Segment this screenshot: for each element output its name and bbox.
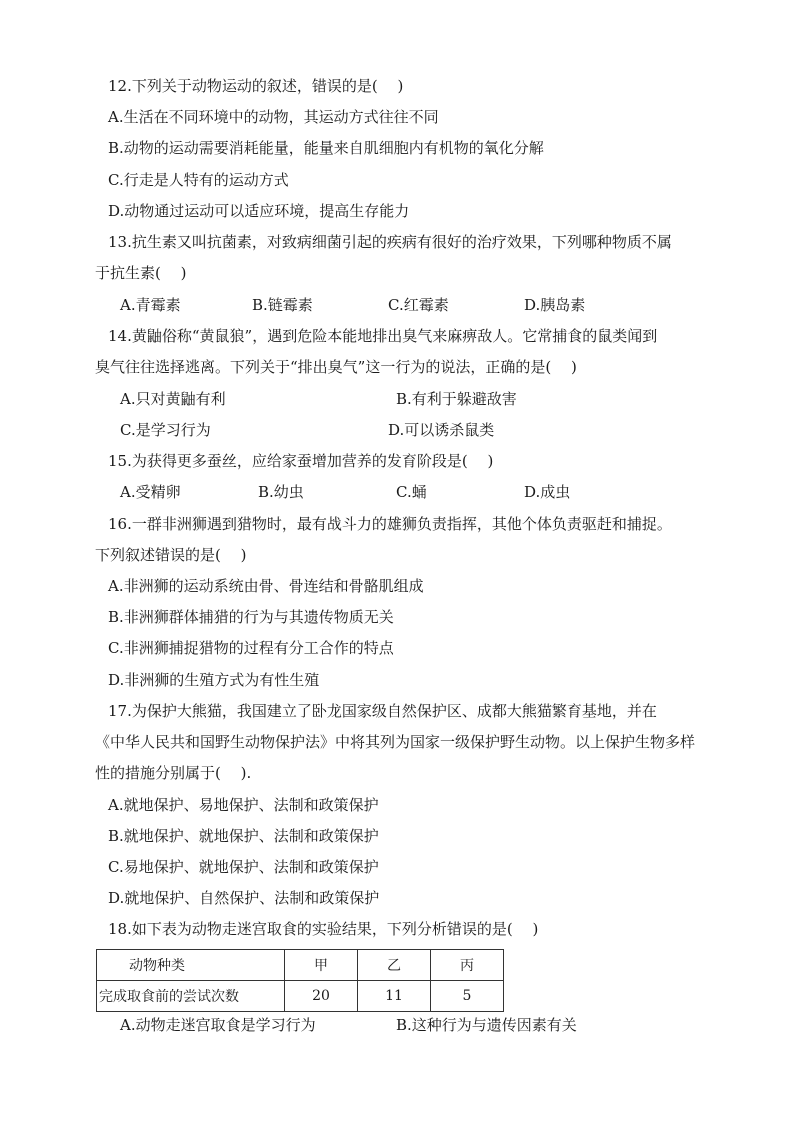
table-cell: 完成取食前的尝试次数	[97, 981, 285, 1012]
question-18-option-b: B.这种行为与遗传因素有关	[396, 1016, 577, 1034]
question-12-stem: 12.下列关于动物运动的叙述，错误的是( )	[108, 77, 404, 95]
question-14-stem-line-2: 臭气往往选择逃离。下列关于“排出臭气”这一行为的说法，正确的是( )	[95, 358, 577, 376]
question-15-option-a: A.受精卵	[120, 483, 181, 501]
question-13-option-c: C.红霉素	[388, 296, 449, 314]
question-18-option-a: A.动物走迷宫取食是学习行为	[120, 1016, 316, 1034]
question-13-stem-line-1: 13.抗生素又叫抗菌素，对致病细菌引起的疾病有很好的治疗效果，下列哪种物质不属	[108, 233, 672, 251]
question-15-option-d: D.成虫	[524, 483, 571, 501]
question-17-option-d: D.就地保护、自然保护、法制和政策保护	[108, 889, 380, 907]
question-18-stem: 18.如下表为动物走迷宫取食的实验结果，下列分析错误的是( )	[108, 920, 539, 938]
question-16-option-d: D.非洲狮的生殖方式为有性生殖	[108, 671, 320, 689]
table-header-cell: 丙	[431, 950, 504, 981]
table-header-cell: 动物种类	[97, 950, 285, 981]
table-cell: 5	[431, 981, 504, 1012]
table-header-cell: 乙	[358, 950, 431, 981]
table-cell: 20	[285, 981, 358, 1012]
question-16-option-c: C.非洲狮捕捉猎物的过程有分工合作的特点	[108, 639, 394, 657]
question-17-option-a: A.就地保护、易地保护、法制和政策保护	[108, 796, 379, 814]
question-15-option-b: B.幼虫	[258, 483, 304, 501]
question-16-option-a: A.非洲狮的运动系统由骨、骨连结和骨骼肌组成	[108, 577, 424, 595]
question-12-option-c: C.行走是人特有的运动方式	[108, 171, 289, 189]
table-header-cell: 甲	[285, 950, 358, 981]
question-12-option-b: B.动物的运动需要消耗能量，能量来自肌细胞内有机物的氧化分解	[108, 139, 544, 157]
question-16-stem-line-1: 16.一群非洲狮遇到猎物时，最有战斗力的雄狮负责指挥，其他个体负责驱赶和捕捉。	[108, 515, 672, 533]
question-17-stem-line-2: 《中华人民共和国野生动物保护法》中将其列为国家一级保护野生动物。以上保护生物多样	[95, 733, 696, 751]
experiment-table	[96, 949, 504, 1012]
question-15-stem: 15.为获得更多蚕丝，应给家蚕增加营养的发育阶段是( )	[108, 452, 494, 470]
question-13-option-a: A.青霉素	[120, 296, 181, 314]
question-14-option-d: D.可以诱杀鼠类	[388, 421, 495, 439]
question-17-stem-line-3: 性的措施分别属于( ).	[95, 764, 267, 782]
table-cell: 11	[358, 981, 431, 1012]
question-14-option-a: A.只对黄鼬有利	[120, 390, 226, 408]
question-16-stem-line-2: 下列叙述错误的是( )	[95, 546, 247, 564]
question-13-stem-line-2: 于抗生素( )	[95, 264, 187, 282]
question-13-option-d: D.胰岛素	[524, 296, 586, 314]
question-17-stem-line-1: 17.为保护大熊猫，我国建立了卧龙国家级自然保护区、成都大熊猫繁育基地，并在	[108, 702, 657, 720]
question-12-option-a: A.生活在不同环境中的动物，其运动方式往往不同	[108, 108, 439, 126]
question-14-stem-line-1: 14.黄鼬俗称“黄鼠狼”，遇到危险本能地排出臭气来麻痹敌人。它常捕食的鼠类闻到	[108, 327, 658, 345]
question-17-option-b: B.就地保护、就地保护、法制和政策保护	[108, 827, 379, 845]
question-14-option-c: C.是学习行为	[120, 421, 211, 439]
table-row	[97, 981, 504, 1012]
question-16-option-b: B.非洲狮群体捕猎的行为与其遗传物质无关	[108, 608, 394, 626]
question-17-option-c: C.易地保护、就地保护、法制和政策保护	[108, 858, 379, 876]
question-14-option-b: B.有利于躲避敌害	[396, 390, 517, 408]
question-13-option-b: B.链霉素	[252, 296, 313, 314]
question-15-option-c: C.蛹	[396, 483, 427, 501]
question-12-option-d: D.动物通过运动可以适应环境，提高生存能力	[108, 202, 410, 220]
table-header-row	[97, 950, 504, 981]
